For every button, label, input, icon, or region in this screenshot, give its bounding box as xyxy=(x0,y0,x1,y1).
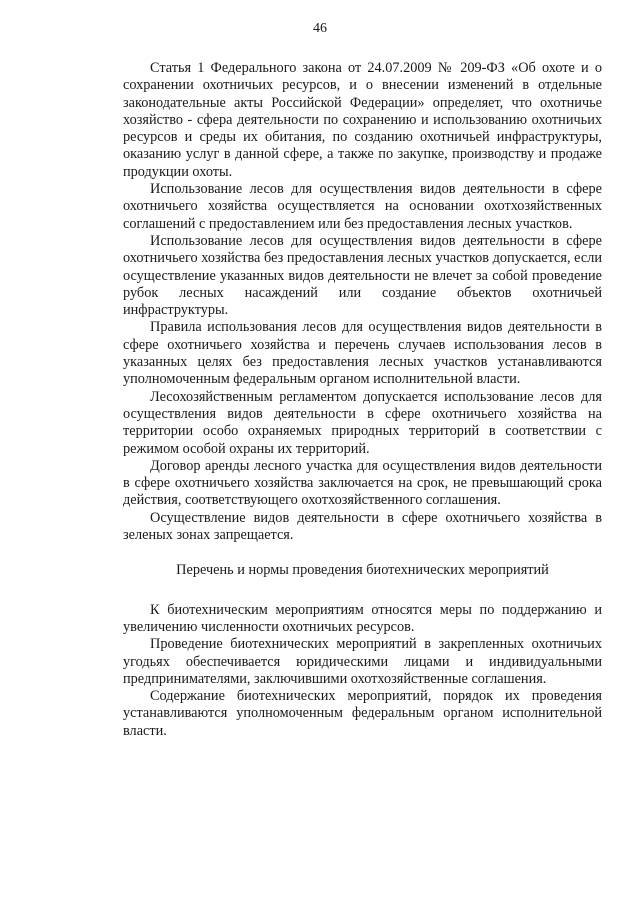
paragraph-forest-use-basis: Использование лесов для осуществления видов деятельности в сфере охотничьего хозяйства осуществляется на основании охотхозяйственных соглашений с предоставлением или без предоставления лесных участков. xyxy=(123,181,602,232)
page-number: 46 xyxy=(313,21,327,36)
paragraph-biotech-content: Содержание биотехнических мероприятий, порядок их проведения устанавливаются уполномоченным федеральным органом исполнительной власти. xyxy=(123,688,602,739)
paragraph-biotech-responsibility: Проведение биотехнических мероприятий в закрепленных охотничьих угодьях обеспечивается юридическими лицами и индивидуальными предпринимателями, заключившими охотхозяйственные соглашения. xyxy=(123,636,602,687)
section-heading: Перечень и нормы проведения биотехнических мероприятий xyxy=(176,562,549,579)
paragraph-hunting-definition: Статья 1 Федерального закона от 24.07.2009 № 209-ФЗ «Об охоте и о сохранении охотничьих ресурсов, и о внесении изменений в отдельные законодательные акты Российской Федерации» определяет, что охотничье хозяйство - сфера деятельности по сохранению и использованию охотничьих ресурсов и среды их обитания, по созданию охотничьей инфраструктуры, оказанию услуг в данной сфере, а также по закупке, производству и продаже продукции охоты. xyxy=(123,60,602,180)
paragraph-biotech-definition: К биотехническим мероприятиям относятся меры по поддержанию и увеличению численности охотничьих ресурсов. xyxy=(123,601,602,635)
paragraph-protected-territories: Лесохозяйственным регламентом допускается использование лесов для осуществления видов деятельности в сфере охотничьего хозяйства на территории особо охраняемых природных территорий в соответствии с режимом особой охраны их территорий. xyxy=(123,388,602,457)
paragraph-green-zones-ban: Осуществление видов деятельности в сфере охотничьего хозяйства в зеленых зонах запрещается. xyxy=(123,509,602,544)
document-body xyxy=(123,60,602,740)
paragraph-lease-agreement: Договор аренды лесного участка для осуществления видов деятельности в сфере охотничьего хозяйства заключается на срок, не превышающий срока действия, соответствующего охотхозяйственного соглашения. xyxy=(123,457,602,509)
paragraph-forest-use-rules: Правила использования лесов для осуществления видов деятельности в сфере охотничьего хозяйства и перечень случаев использования лесов в указанных целях без предоставления лесных участков устанавливаются уполномоченным федеральным органом исполнительной власти. xyxy=(123,319,602,388)
paragraph-forest-use-without-plots: Использование лесов для осуществления видов деятельности в сфере охотничьего хозяйства без предоставления лесных участков допускается, если осуществление указанных видов деятельности не влечет за собой проведение рубок лесных насаждений или создание объектов охотничьей инфраструктуры. xyxy=(123,232,602,319)
